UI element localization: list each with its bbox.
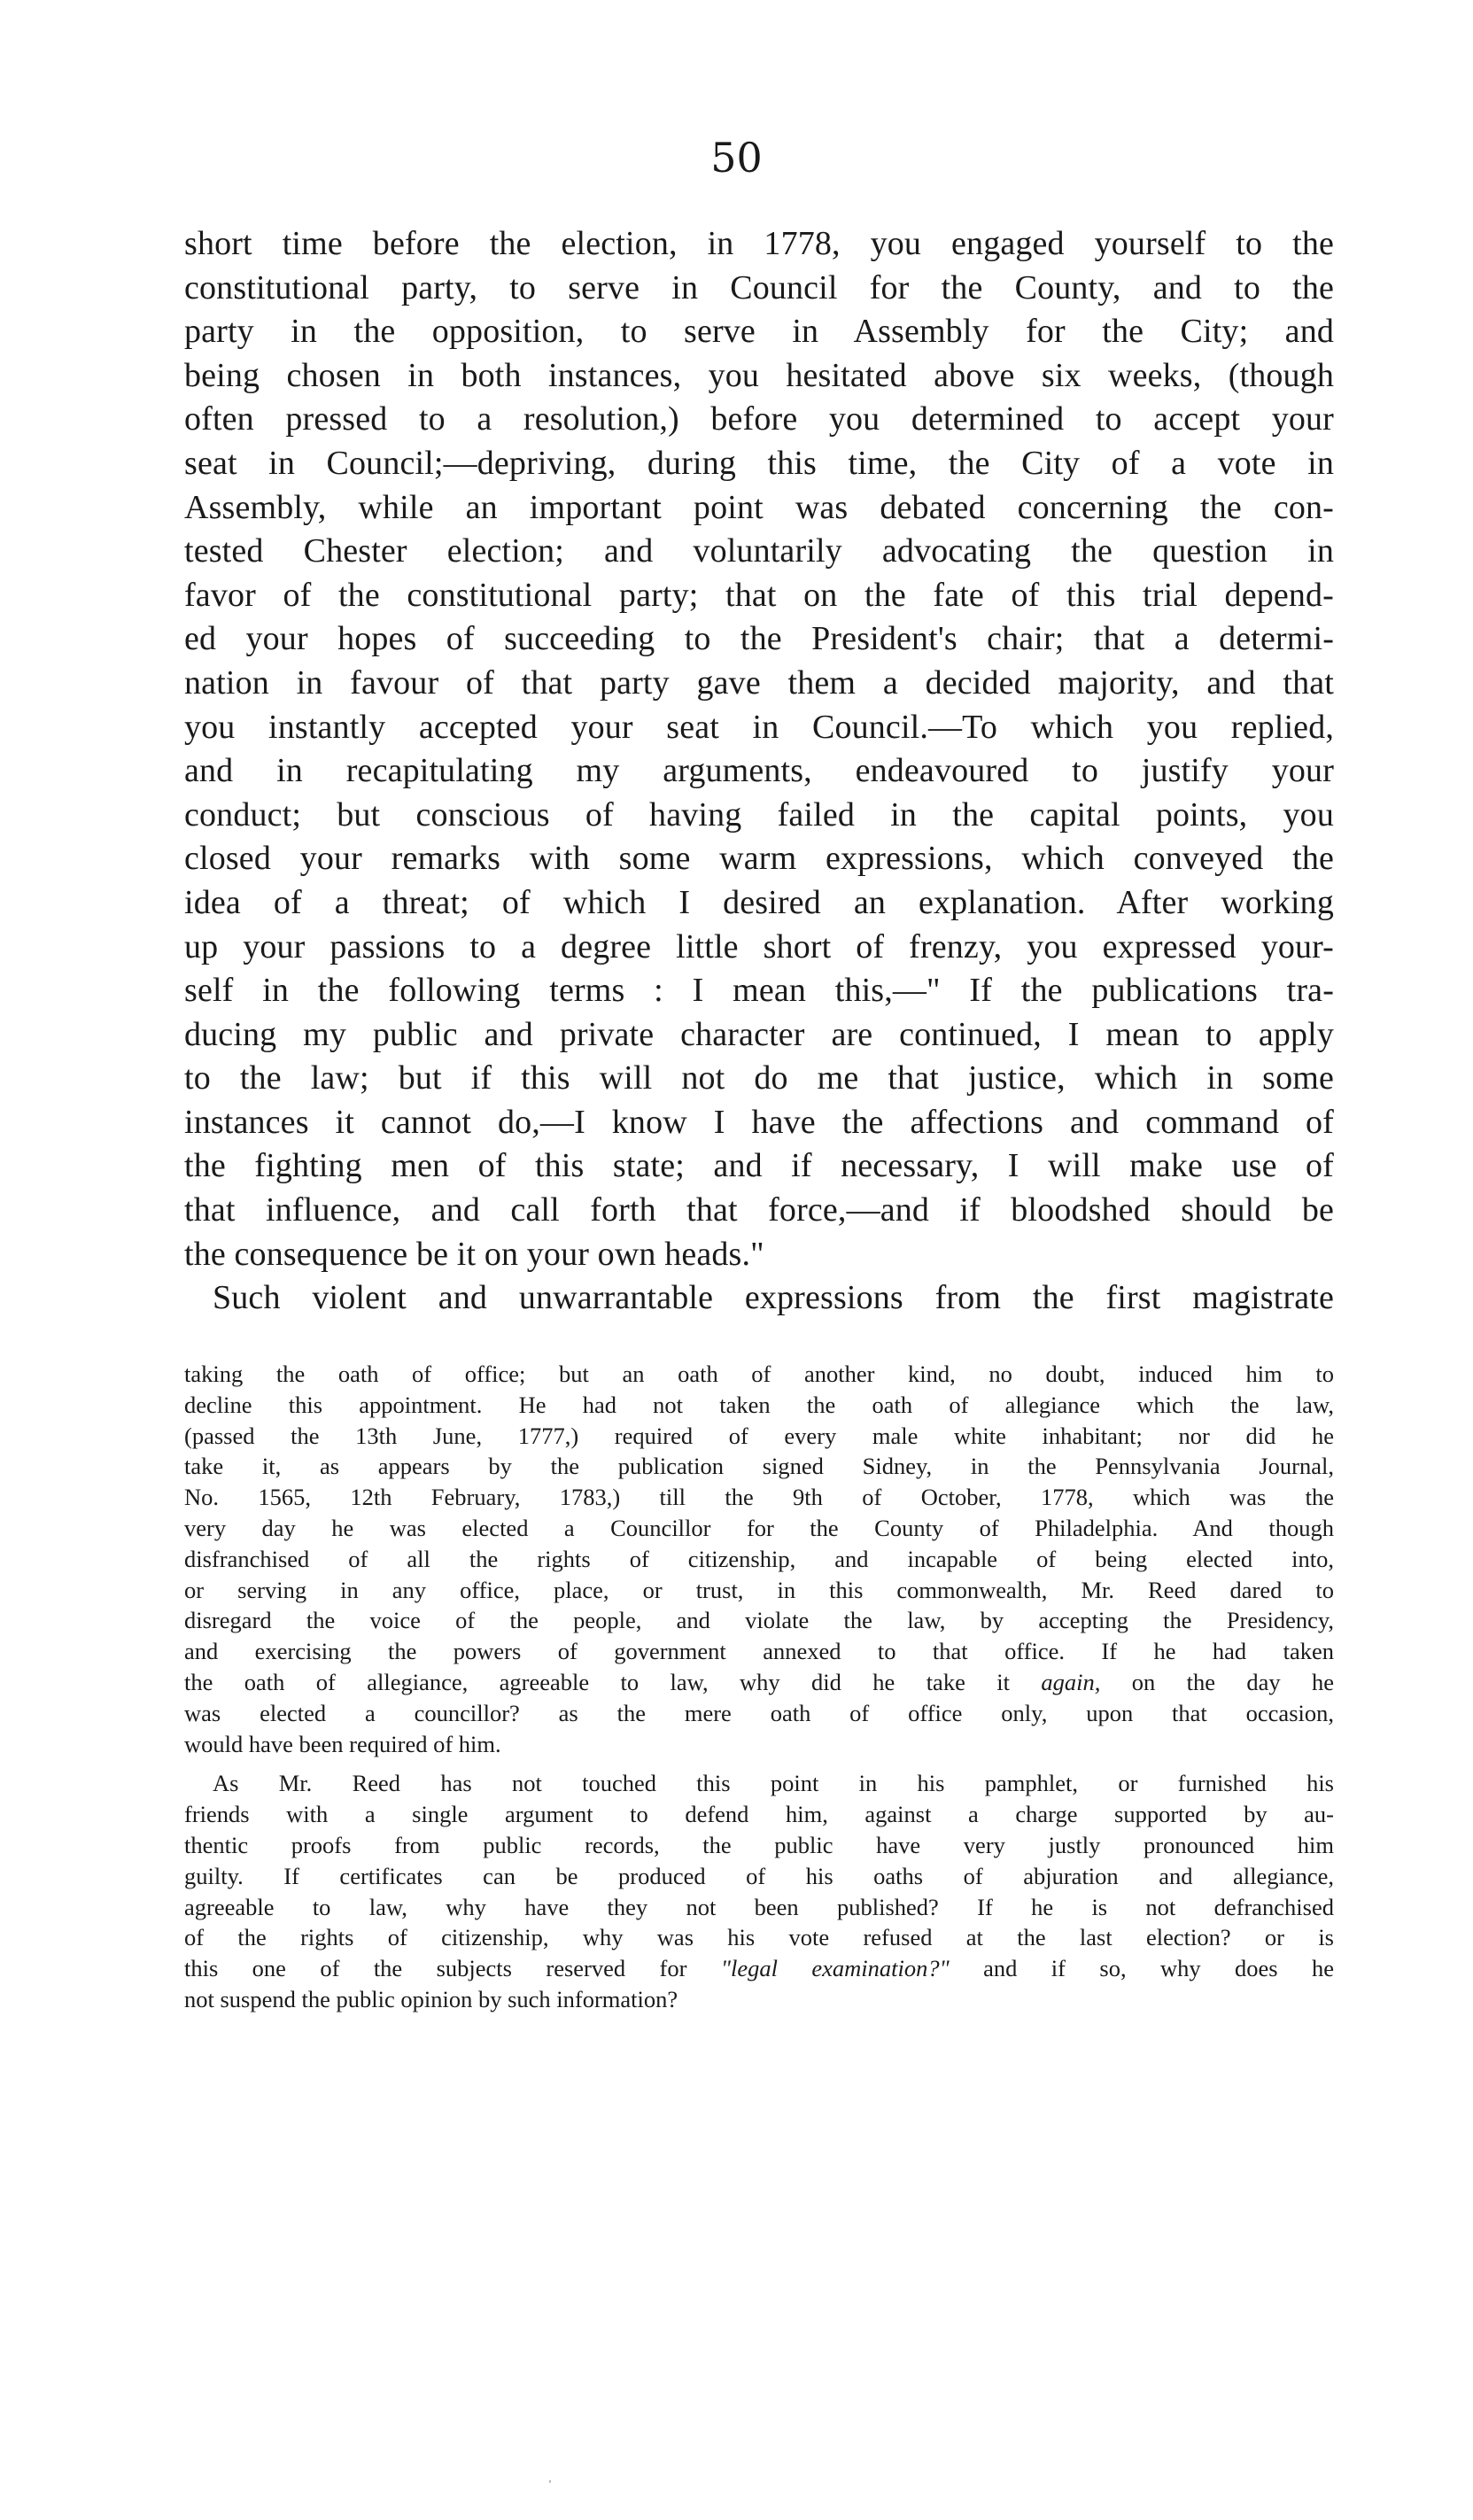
body-line-paragraph-start: Such violent and unwarrantable expressions from the first magistrate [213,1279,1334,1317]
footnote-line-paragraph-end: would have been required of him. [184,1730,501,1757]
body-line: to the law; but if this will not do me that justice, which in some [184,1059,1334,1097]
footnote-line-with-italic [184,1667,1334,1698]
footnote-line: (passed the 13th June, 1777,) required of every male white inhabitant; nor did he [184,1422,1334,1449]
footnote-line: decline this appointment. He had not taken the oath of allegiance which the law, [184,1391,1334,1418]
footnote-text: on the day he [1100,1668,1334,1695]
footnote-line: thentic proofs from public records, the public have very justly pronounced him [184,1831,1334,1858]
footnote [184,1359,1334,2015]
main-body-text [184,222,1334,1321]
scan-speck [549,2480,551,2483]
footnote-line: disregard the voice of the people, and violate the law, by accepting the Presidency, [184,1607,1334,1634]
body-line: ducing my public and private character are continued, I mean to apply [184,1015,1334,1053]
body-line: up your passions to a degree little short of frenzy, you expressed your- [184,927,1334,965]
italic-emphasis: again, [1041,1668,1101,1695]
footnote-line: take it, as appears by the publication signed Sidney, in the Pennsylvania Journal, [184,1453,1334,1480]
footnote-line: or serving in any office, place, or trust, in this commonwealth, Mr. Reed dared to [184,1576,1334,1603]
footnote-text: the oath of allegiance, agreeable to law, why did he take it [184,1668,1042,1695]
body-line-paragraph-end: the consequence be it on your own heads." [184,1235,764,1273]
body-line: party in the opposition, to serve in Assembly for the City; and [184,313,1334,351]
body-line: you instantly accepted your seat in Council.—To which you replied, [184,708,1334,746]
page-number: 50 [710,134,763,182]
body-line: ed your hopes of succeeding to the President's chair; that a determi- [184,620,1334,658]
body-line: self in the following terms : I mean this,—" If the publications tra- [184,972,1334,1010]
footnote-text: and if so, why does he [949,1955,1334,1982]
footnote-line-paragraph-end: not suspend the public opinion by such information? [184,1985,678,2012]
body-line: Assembly, while an important point was debated concerning the con- [184,488,1334,526]
body-line: seat in Council;—depriving, during this time, the City of a vote in [184,444,1334,482]
footnote-line: guilty. If certificates can be produced of his oaths of abjuration and allegiance, [184,1862,1334,1889]
body-line: instances it cannot do,—I know I have the affections and command of [184,1103,1334,1141]
footnote-line: of the rights of citizenship, why was his vote refused at the last election? or is [184,1924,1334,1951]
body-line: short time before the election, in 1778, you engaged yourself to the [184,225,1334,262]
body-line: often pressed to a resolution,) before you determined to accept your [184,400,1334,438]
body-line: being chosen in both instances, you hesitated above six weeks, (though [184,356,1334,394]
body-line: constitutional party, to serve in Council for the County, and to the [184,268,1334,306]
italic-emphasis: "legal examination?" [720,1955,950,1982]
body-line: and in recapitulating my arguments, endeavoured to justify your [184,752,1334,790]
footnote-line: was elected a councillor? as the mere oath of office only, upon that occasion, [184,1699,1334,1726]
body-line: conduct; but conscious of having failed in the capital points, you [184,795,1334,834]
footnote-line: agreeable to law, why have they not been published? If he is not defranchised [184,1893,1334,1920]
footnote-line: disfranchised of all the rights of citizenship, and incapable of being elected into, [184,1545,1334,1572]
body-line: tested Chester election; and voluntarily advocating the question in [184,532,1334,570]
body-line: closed your remarks with some warm expressions, which conveyed the [184,840,1334,878]
footnote-line-paragraph-start: As Mr. Reed has not touched this point in his pamphlet, or furnished his [213,1770,1334,1797]
paragraph-gap [184,1759,1334,1768]
footnote-text: this one of the subjects reserved for [184,1955,721,1982]
footnote-line: No. 1565, 12th February, 1783,) till the 9th of October, 1778, which was the [184,1484,1334,1511]
footnote-line-with-italic [184,1953,1334,1984]
body-line: idea of a threat; of which I desired an explanation. After working [184,883,1334,921]
footnote-line: very day he was elected a Councillor for the County of Philadelphia. And though [184,1514,1334,1541]
body-line: favor of the constitutional party; that on the fate of this trial depend- [184,576,1334,614]
footnote-line: taking the oath of office; but an oath of another kind, no doubt, induced him to [184,1361,1334,1387]
body-line: nation in favour of that party gave them a decided majority, and that [184,663,1334,702]
body-line: that influence, and call forth that force,—and if bloodshed should be [184,1191,1334,1229]
body-line: the fighting men of this state; and if necessary, I will make use of [184,1147,1334,1185]
footnote-line: friends with a single argument to defend him, against a charge supported by au- [184,1801,1334,1828]
footnote-line: and exercising the powers of government annexed to that office. If he had taken [184,1638,1334,1665]
